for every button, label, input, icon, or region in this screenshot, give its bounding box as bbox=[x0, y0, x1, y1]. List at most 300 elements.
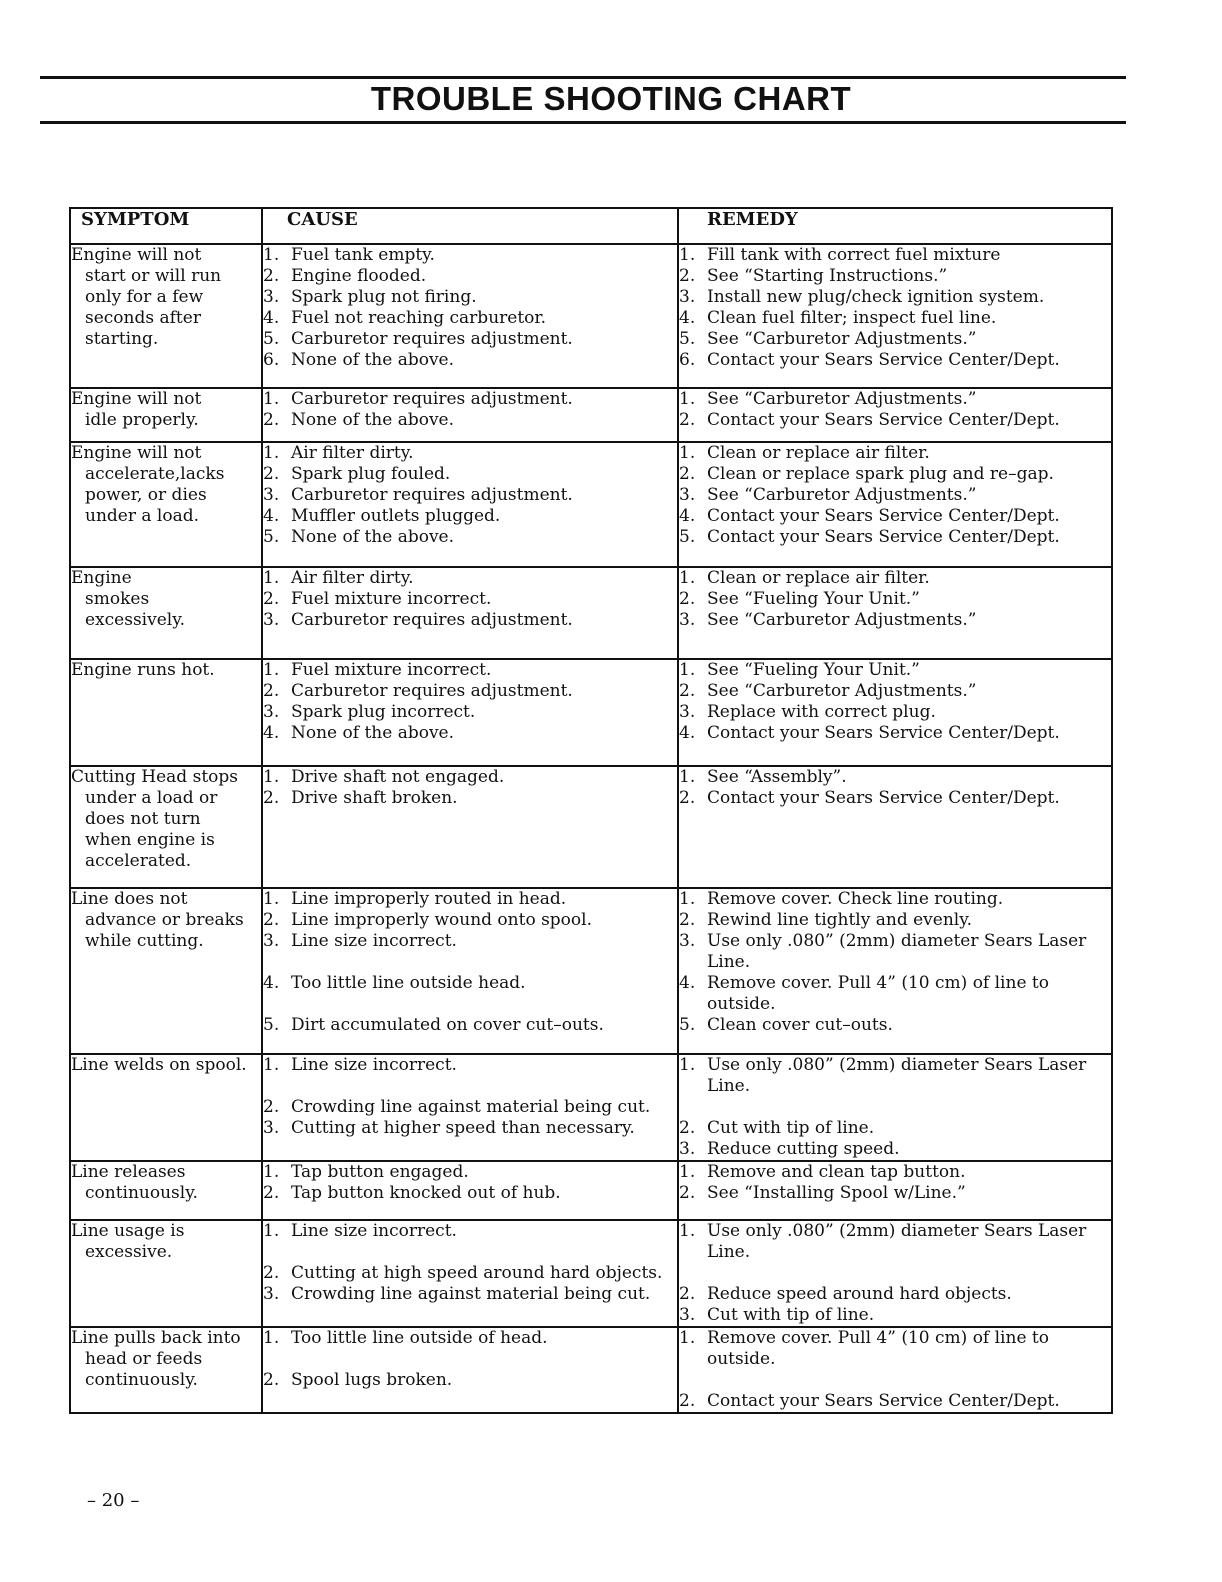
cause-cell bbox=[262, 567, 678, 659]
item-number: 2. bbox=[679, 589, 696, 609]
table-row bbox=[70, 766, 1112, 888]
list-item bbox=[679, 308, 1111, 329]
symptom-text: smokes bbox=[85, 589, 150, 609]
list-item bbox=[263, 568, 677, 589]
list-item bbox=[679, 1139, 1111, 1160]
symptom-text: accelerate,lacks bbox=[85, 464, 225, 484]
item-number: 1. bbox=[263, 568, 280, 588]
list-item bbox=[263, 1015, 677, 1036]
symptom-text: Line usage is bbox=[71, 1221, 185, 1241]
cause-text: Air filter dirty. bbox=[291, 568, 414, 588]
trouble-shooting-table bbox=[69, 207, 1113, 1414]
symptom-text: under a load or bbox=[85, 788, 218, 808]
table-row bbox=[70, 1220, 1112, 1327]
remedy-text: Contact your Sears Service Center/Dept. bbox=[707, 1391, 1060, 1411]
symptom-text: Line welds on spool. bbox=[71, 1055, 247, 1075]
cause-text: Drive shaft broken. bbox=[291, 788, 458, 808]
remedy-header: REMEDY bbox=[678, 208, 1112, 244]
list-item bbox=[263, 1055, 677, 1076]
list-item bbox=[679, 1328, 1111, 1370]
remedy-text: Remove cover. Pull 4” (10 cm) of line to outside. bbox=[707, 973, 1049, 1014]
item-number: 2. bbox=[263, 681, 280, 701]
remedy-cell bbox=[678, 442, 1112, 567]
table-body bbox=[70, 244, 1112, 1413]
item-number: 3. bbox=[263, 610, 280, 630]
item-number: 2. bbox=[679, 410, 696, 430]
cause-cell bbox=[262, 442, 678, 567]
item-number: 2. bbox=[679, 788, 696, 808]
item-number: 1. bbox=[679, 443, 696, 463]
list-item bbox=[679, 681, 1111, 702]
cause-list bbox=[263, 660, 677, 744]
list-item bbox=[679, 589, 1111, 610]
item-number: 1. bbox=[679, 660, 696, 680]
remedy-text: Use only .080” (2mm) diameter Sears Laser Line. bbox=[707, 1221, 1087, 1262]
symptom-text: under a load. bbox=[85, 506, 200, 526]
list-item bbox=[263, 506, 677, 527]
cause-text: Fuel mixture incorrect. bbox=[291, 660, 492, 680]
symptom-text: excessively. bbox=[85, 610, 185, 630]
remedy-cell bbox=[678, 1161, 1112, 1220]
item-number: 3. bbox=[263, 702, 280, 722]
symptom-cell bbox=[70, 1054, 262, 1161]
cause-list bbox=[263, 245, 677, 371]
list-item bbox=[263, 660, 677, 681]
cause-text: Crowding line against material being cut. bbox=[291, 1284, 651, 1304]
cause-text: Line improperly wound onto spool. bbox=[291, 910, 592, 930]
cause-text: Spark plug incorrect. bbox=[291, 702, 476, 722]
item-number: 2. bbox=[263, 1370, 280, 1390]
item-number: 2. bbox=[679, 1118, 696, 1138]
list-item bbox=[679, 1162, 1111, 1183]
remedy-text: Install new plug/check ignition system. bbox=[707, 287, 1045, 307]
cause-text: Fuel tank empty. bbox=[291, 245, 435, 265]
cause-text: Crowding line against material being cut. bbox=[291, 1097, 651, 1117]
remedy-text: Contact your Sears Service Center/Dept. bbox=[707, 788, 1060, 808]
item-number: 4. bbox=[263, 308, 280, 328]
list-item bbox=[679, 266, 1111, 287]
cause-text: Too little line outside head. bbox=[291, 973, 526, 993]
list-item bbox=[263, 610, 677, 631]
item-number: 2. bbox=[263, 1263, 280, 1283]
cause-text: Cutting at higher speed than necessary. bbox=[291, 1118, 635, 1138]
list-item bbox=[263, 1328, 677, 1349]
list-item bbox=[263, 1221, 677, 1242]
symptom-text: excessive. bbox=[85, 1242, 173, 1262]
item-number: 2. bbox=[263, 464, 280, 484]
remedy-text: See “Assembly”. bbox=[707, 767, 847, 787]
cause-text: Cutting at high speed around hard objects. bbox=[291, 1263, 663, 1283]
item-number: 1. bbox=[263, 245, 280, 265]
symptom-text: start or will run bbox=[85, 266, 222, 286]
symptom-text: head or feeds bbox=[85, 1349, 203, 1369]
item-number: 1. bbox=[263, 767, 280, 787]
symptom-cell bbox=[70, 567, 262, 659]
item-number: 2. bbox=[263, 788, 280, 808]
item-number: 1. bbox=[263, 1328, 280, 1348]
remedy-text: Clean or replace spark plug and re–gap. bbox=[707, 464, 1054, 484]
list-item bbox=[679, 889, 1111, 910]
cause-cell bbox=[262, 1054, 678, 1161]
symptom-text: Engine runs hot. bbox=[71, 660, 215, 680]
list-item bbox=[263, 287, 677, 308]
list-item bbox=[679, 287, 1111, 308]
list-item bbox=[679, 245, 1111, 266]
list-item bbox=[679, 1305, 1111, 1326]
remedy-text: Remove and clean tap button. bbox=[707, 1162, 966, 1182]
symptom-cell bbox=[70, 442, 262, 567]
symptom-cell bbox=[70, 659, 262, 766]
table-row bbox=[70, 567, 1112, 659]
remedy-cell bbox=[678, 659, 1112, 766]
list-item bbox=[263, 788, 677, 809]
item-number: 1. bbox=[679, 889, 696, 909]
item-number: 1. bbox=[679, 1221, 696, 1241]
item-number: 4. bbox=[679, 506, 696, 526]
symptom-text: while cutting. bbox=[85, 931, 204, 951]
cause-text: Carburetor requires adjustment. bbox=[291, 389, 573, 409]
item-number: 1. bbox=[679, 1055, 696, 1075]
cause-text: Engine flooded. bbox=[291, 266, 427, 286]
remedy-text: See “Carburetor Adjustments.” bbox=[707, 389, 977, 409]
item-number: 2. bbox=[263, 410, 280, 430]
header-row bbox=[70, 208, 1112, 244]
item-number: 5. bbox=[679, 329, 696, 349]
list-item bbox=[263, 1183, 677, 1204]
cause-text: Air filter dirty. bbox=[291, 443, 414, 463]
list-item bbox=[263, 931, 677, 952]
remedy-text: Clean or replace air filter. bbox=[707, 443, 930, 463]
item-number: 5. bbox=[263, 527, 280, 547]
table-row bbox=[70, 244, 1112, 388]
remedy-cell bbox=[678, 1054, 1112, 1161]
list-item bbox=[679, 702, 1111, 723]
remedy-text: Use only .080” (2mm) diameter Sears Laser Line. bbox=[707, 931, 1087, 972]
list-item bbox=[263, 1284, 677, 1305]
list-item bbox=[679, 931, 1111, 973]
item-number: 3. bbox=[679, 287, 696, 307]
cause-list bbox=[263, 1162, 677, 1204]
list-item bbox=[679, 506, 1111, 527]
list-item bbox=[263, 443, 677, 464]
item-number: 1. bbox=[263, 660, 280, 680]
list-item bbox=[679, 1221, 1111, 1263]
cause-text: Fuel mixture incorrect. bbox=[291, 589, 492, 609]
list-item bbox=[679, 443, 1111, 464]
remedy-list bbox=[679, 1162, 1111, 1204]
cause-text: Carburetor requires adjustment. bbox=[291, 485, 573, 505]
item-number: 5. bbox=[263, 1015, 280, 1035]
cause-text: Dirt accumulated on cover cut–outs. bbox=[291, 1015, 604, 1035]
remedy-list bbox=[679, 1221, 1111, 1326]
remedy-text: Contact your Sears Service Center/Dept. bbox=[707, 527, 1060, 547]
remedy-text: Cut with tip of line. bbox=[707, 1305, 875, 1325]
cause-cell bbox=[262, 1161, 678, 1220]
symptom-text: when engine is bbox=[85, 830, 215, 850]
list-item bbox=[679, 723, 1111, 744]
list-item bbox=[679, 389, 1111, 410]
cause-cell bbox=[262, 888, 678, 1054]
symptom-text: idle properly. bbox=[85, 410, 199, 430]
cause-text: None of the above. bbox=[291, 350, 455, 370]
item-number: 3. bbox=[263, 1284, 280, 1304]
list-item bbox=[263, 527, 677, 548]
symptom-text: accelerated. bbox=[85, 851, 192, 871]
remedy-cell bbox=[678, 388, 1112, 442]
item-number: 4. bbox=[263, 723, 280, 743]
list-item bbox=[263, 767, 677, 788]
list-item bbox=[679, 1391, 1111, 1412]
remedy-list bbox=[679, 568, 1111, 631]
remedy-text: Reduce cutting speed. bbox=[707, 1139, 900, 1159]
list-item bbox=[263, 723, 677, 744]
list-item bbox=[263, 1370, 677, 1391]
item-number: 1. bbox=[263, 1162, 280, 1182]
list-item bbox=[263, 245, 677, 266]
symptom-text: Engine will not bbox=[71, 245, 202, 265]
cause-text: None of the above. bbox=[291, 723, 455, 743]
symptom-cell bbox=[70, 388, 262, 442]
item-number: 4. bbox=[679, 723, 696, 743]
list-item bbox=[263, 485, 677, 506]
symptom-text: Line does not bbox=[71, 889, 188, 909]
item-number: 2. bbox=[263, 910, 280, 930]
item-number: 3. bbox=[263, 1118, 280, 1138]
table-row bbox=[70, 1327, 1112, 1413]
list-item bbox=[263, 350, 677, 371]
list-item bbox=[679, 1284, 1111, 1305]
remedy-text: Reduce speed around hard objects. bbox=[707, 1284, 1012, 1304]
item-number: 1. bbox=[679, 568, 696, 588]
symptom-text: continuously. bbox=[85, 1370, 198, 1390]
remedy-text: Fill tank with correct fuel mixture bbox=[707, 245, 1001, 265]
remedy-text: Replace with correct plug. bbox=[707, 702, 936, 722]
page-number: – 20 – bbox=[87, 1490, 140, 1511]
remedy-list bbox=[679, 1055, 1111, 1160]
item-number: 3. bbox=[263, 287, 280, 307]
remedy-text: See “Carburetor Adjustments.” bbox=[707, 610, 977, 630]
remedy-text: See “Fueling Your Unit.” bbox=[707, 589, 920, 609]
list-item bbox=[263, 889, 677, 910]
remedy-text: Contact your Sears Service Center/Dept. bbox=[707, 410, 1060, 430]
symptom-text: Engine will not bbox=[71, 443, 202, 463]
remedy-list bbox=[679, 660, 1111, 744]
cause-cell bbox=[262, 244, 678, 388]
item-number: 2. bbox=[263, 589, 280, 609]
item-number: 2. bbox=[679, 1183, 696, 1203]
remedy-text: Contact your Sears Service Center/Dept. bbox=[707, 723, 1060, 743]
list-item bbox=[679, 1055, 1111, 1097]
remedy-cell bbox=[678, 766, 1112, 888]
symptom-cell bbox=[70, 888, 262, 1054]
symptom-cell bbox=[70, 244, 262, 388]
remedy-list bbox=[679, 767, 1111, 809]
item-number: 4. bbox=[263, 973, 280, 993]
remedy-text: Use only .080” (2mm) diameter Sears Laser Line. bbox=[707, 1055, 1087, 1096]
item-number: 1. bbox=[263, 1055, 280, 1075]
remedy-list bbox=[679, 443, 1111, 548]
cause-text: Carburetor requires adjustment. bbox=[291, 329, 573, 349]
cause-list bbox=[263, 568, 677, 631]
item-number: 6. bbox=[263, 350, 280, 370]
remedy-text: Remove cover. Check line routing. bbox=[707, 889, 1004, 909]
list-item bbox=[679, 1118, 1111, 1139]
cause-text: Line size incorrect. bbox=[291, 931, 457, 951]
item-number: 5. bbox=[679, 527, 696, 547]
symptom-text: starting. bbox=[85, 329, 159, 349]
remedy-cell bbox=[678, 1327, 1112, 1413]
symptom-text: only for a few bbox=[85, 287, 204, 307]
cause-text: Too little line outside of head. bbox=[291, 1328, 548, 1348]
symptom-text: Line pulls back into bbox=[71, 1328, 241, 1348]
item-number: 2. bbox=[679, 266, 696, 286]
remedy-text: See “Installing Spool w/Line.” bbox=[707, 1183, 966, 1203]
remedy-text: Remove cover. Pull 4” (10 cm) of line to outside. bbox=[707, 1328, 1049, 1369]
item-number: 1. bbox=[679, 389, 696, 409]
list-item bbox=[263, 1097, 677, 1118]
item-number: 4. bbox=[679, 973, 696, 993]
cause-text: Line improperly routed in head. bbox=[291, 889, 567, 909]
page-title: TROUBLE SHOOTING CHART bbox=[370, 80, 852, 117]
item-number: 2. bbox=[679, 681, 696, 701]
item-number: 4. bbox=[679, 308, 696, 328]
symptom-cell bbox=[70, 766, 262, 888]
cause-text: None of the above. bbox=[291, 527, 455, 547]
list-item bbox=[679, 973, 1111, 1015]
remedy-list bbox=[679, 245, 1111, 371]
list-item bbox=[263, 973, 677, 994]
cause-cell bbox=[262, 1220, 678, 1327]
list-item bbox=[679, 485, 1111, 506]
list-item bbox=[679, 1183, 1111, 1204]
cause-list bbox=[263, 443, 677, 548]
cause-list bbox=[263, 1328, 677, 1391]
cause-text: Carburetor requires adjustment. bbox=[291, 681, 573, 701]
item-number: 1. bbox=[679, 1162, 696, 1182]
table-row bbox=[70, 442, 1112, 567]
list-item bbox=[679, 910, 1111, 931]
list-item bbox=[263, 464, 677, 485]
cause-header: CAUSE bbox=[262, 208, 678, 244]
remedy-text: Rewind line tightly and evenly. bbox=[707, 910, 972, 930]
remedy-list bbox=[679, 1328, 1111, 1412]
list-item bbox=[679, 527, 1111, 548]
cause-cell bbox=[262, 1327, 678, 1413]
item-number: 3. bbox=[679, 1305, 696, 1325]
table-row bbox=[70, 888, 1112, 1054]
item-number: 2. bbox=[679, 464, 696, 484]
list-item bbox=[263, 681, 677, 702]
item-number: 3. bbox=[679, 931, 696, 951]
list-item bbox=[679, 788, 1111, 809]
list-item bbox=[679, 464, 1111, 485]
remedy-text: See “Fueling Your Unit.” bbox=[707, 660, 920, 680]
item-number: 2. bbox=[263, 266, 280, 286]
cause-cell bbox=[262, 766, 678, 888]
cause-text: Drive shaft not engaged. bbox=[291, 767, 505, 787]
remedy-text: Clean or replace air filter. bbox=[707, 568, 930, 588]
cause-cell bbox=[262, 659, 678, 766]
remedy-list bbox=[679, 889, 1111, 1036]
list-item bbox=[263, 1162, 677, 1183]
cause-cell bbox=[262, 388, 678, 442]
cause-text: Line size incorrect. bbox=[291, 1221, 457, 1241]
cause-list bbox=[263, 889, 677, 1036]
symptom-text: Engine bbox=[71, 568, 132, 588]
symptom-cell bbox=[70, 1220, 262, 1327]
item-number: 1. bbox=[263, 1221, 280, 1241]
cause-text: Tap button knocked out of hub. bbox=[291, 1183, 561, 1203]
cause-text: Carburetor requires adjustment. bbox=[291, 610, 573, 630]
cause-list bbox=[263, 767, 677, 809]
item-number: 4. bbox=[263, 506, 280, 526]
remedy-text: Contact your Sears Service Center/Dept. bbox=[707, 350, 1060, 370]
table-row bbox=[70, 659, 1112, 766]
item-number: 5. bbox=[679, 1015, 696, 1035]
list-item bbox=[679, 767, 1111, 788]
symptom-cell bbox=[70, 1327, 262, 1413]
list-item bbox=[263, 329, 677, 350]
cause-text: Spark plug not firing. bbox=[291, 287, 477, 307]
symptom-text: power, or dies bbox=[85, 485, 207, 505]
list-item bbox=[263, 589, 677, 610]
remedy-text: Contact your Sears Service Center/Dept. bbox=[707, 506, 1060, 526]
list-item bbox=[679, 568, 1111, 589]
cause-text: Line size incorrect. bbox=[291, 1055, 457, 1075]
remedy-list bbox=[679, 389, 1111, 431]
item-number: 1. bbox=[679, 1328, 696, 1348]
remedy-text: Cut with tip of line. bbox=[707, 1118, 875, 1138]
remedy-cell bbox=[678, 567, 1112, 659]
table-row bbox=[70, 1054, 1112, 1161]
symptom-text: does not turn bbox=[85, 809, 201, 829]
list-item bbox=[679, 1015, 1111, 1036]
remedy-text: See “Carburetor Adjustments.” bbox=[707, 681, 977, 701]
list-item bbox=[263, 308, 677, 329]
symptom-header: SYMPTOM bbox=[70, 208, 262, 244]
table-row bbox=[70, 1161, 1112, 1220]
top-rule bbox=[40, 76, 1126, 79]
bottom-rule bbox=[40, 121, 1126, 124]
item-number: 3. bbox=[679, 1139, 696, 1159]
cause-list bbox=[263, 1055, 677, 1139]
list-item bbox=[679, 410, 1111, 431]
remedy-text: See “Carburetor Adjustments.” bbox=[707, 329, 977, 349]
item-number: 2. bbox=[263, 1097, 280, 1117]
item-number: 3. bbox=[679, 485, 696, 505]
item-number: 6. bbox=[679, 350, 696, 370]
remedy-cell bbox=[678, 888, 1112, 1054]
symptom-text: advance or breaks bbox=[85, 910, 244, 930]
cause-text: None of the above. bbox=[291, 410, 455, 430]
item-number: 1. bbox=[679, 767, 696, 787]
list-item bbox=[679, 660, 1111, 681]
symptom-cell bbox=[70, 1161, 262, 1220]
cause-text: Tap button engaged. bbox=[291, 1162, 469, 1182]
item-number: 5. bbox=[263, 329, 280, 349]
symptom-text: seconds after bbox=[85, 308, 201, 328]
list-item bbox=[263, 1118, 677, 1139]
remedy-text: Clean fuel filter; inspect fuel line. bbox=[707, 308, 997, 328]
item-number: 2. bbox=[679, 910, 696, 930]
cause-text: Muffler outlets plugged. bbox=[291, 506, 501, 526]
remedy-cell bbox=[678, 1220, 1112, 1327]
list-item bbox=[679, 329, 1111, 350]
item-number: 3. bbox=[263, 931, 280, 951]
item-number: 2. bbox=[679, 1391, 696, 1411]
item-number: 1. bbox=[263, 389, 280, 409]
item-number: 1. bbox=[679, 245, 696, 265]
